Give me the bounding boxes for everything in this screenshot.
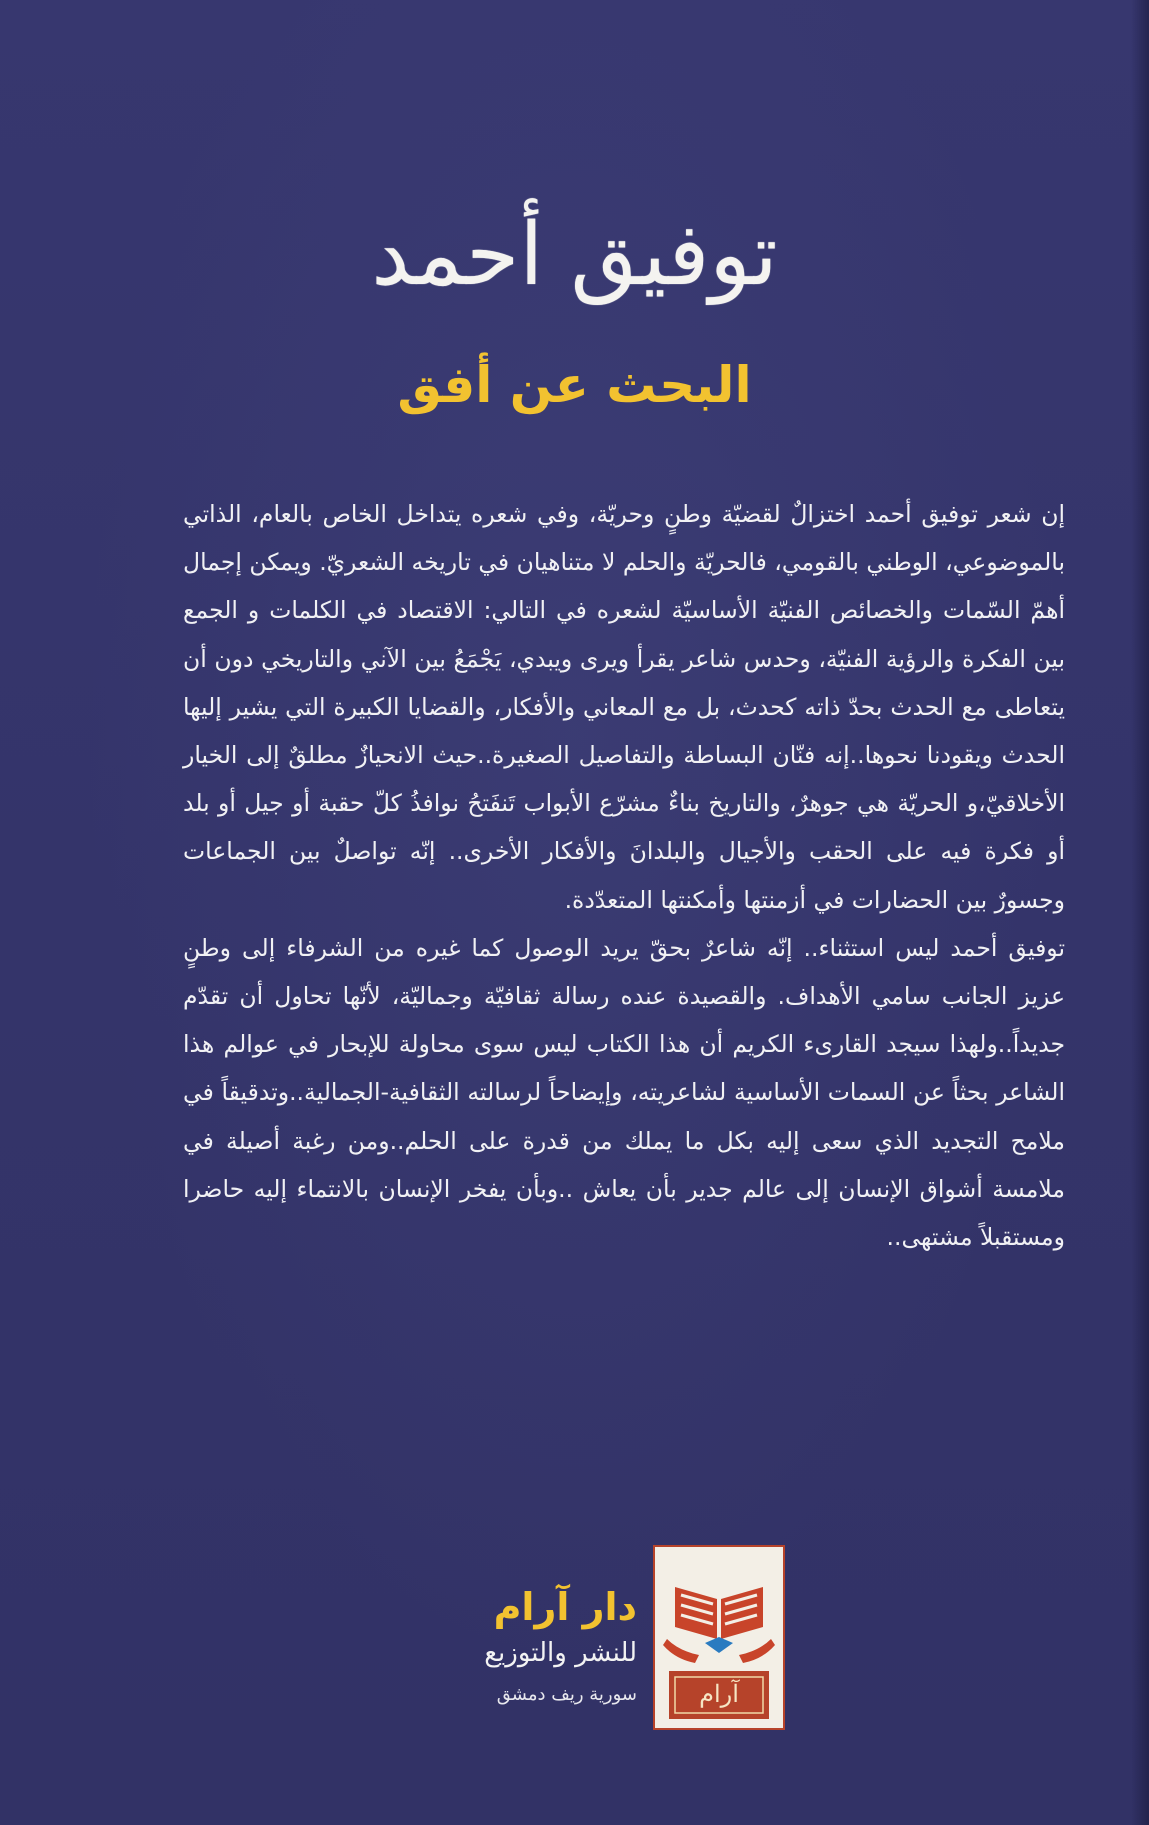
publisher-logo	[653, 1545, 785, 1730]
publisher-block	[400, 1545, 785, 1730]
book-title: البحث عن أفق	[397, 356, 752, 414]
publisher-location: سورية ريف دمشق	[496, 1684, 637, 1705]
author-name: توفيق أحمد	[371, 205, 778, 305]
blurb-paragraph-1: إن شعر توفيق أحمد اختزالٌ لقضيّة وطنٍ وحريّة، وفي شعره يتداخل الخاص بالعام، الذاتي بالموضوعي، الوطني بالقومي، فالحريّة والحلم لا متناهيان في تاريخه الشعريّ. ويمكن إجمال أهمّ السّمات والخصائص الفنيّة الأساسيّة لشعره في التالي: الاقتصاد في الكلمات و الجمع بين الفكرة والرؤية الفنيّة، وحدس شاعر يقرأ ويرى ويبدي، يَجْمَعُ بين الآني والتاريخي دون أن يتعاطى مع الحدث بحدّ ذاته كحدث، بل مع المعاني والأفكار، والقضايا الكبيرة التي يشير إليها الحدث ويقودنا نحوها..إنه فنّان البساطة والتفاصيل الصغيرة..حيث الانحيازٌ مطلقٌ إلى الخيار الأخلاقيّ،و الحريّة هي جوهرٌ، والتاريخ بناءٌ مشرّع الأبواب تَنفَتحُ نوافذُ كلّ حقبة أو جيل أو بلد أو فكرة فيه على الحقب والأجيال والبلدانَ والأفكار الأخرى.. إنّه تواصلٌ بين الجماعات وجسورٌ بين الحضارات في أزمنتها وأمكنتها المتعدّدة.	[183, 500, 1065, 914]
publisher-logo-text: آرام	[699, 1680, 739, 1708]
blurb-paragraph-2: توفيق أحمد ليس استثناء.. إنّه شاعرٌ بحقّ يريد الوصول كما غيره من الشرفاء إلى وطنٍ عزيز الجانب سامي الأهداف. والقصيدة عنده رسالة ثقافيّة وجماليّة، لأنّها تحاول أن تقدّم جديداً..ولهذا سيجد القارىء الكريم أن هذا الكتاب ليس سوى محاولة للإبحار في عوالم هذا الشاعر بحثاً عن السمات الأساسية لشاعريته، وإيضاحاً لرسالته الثقافية-الجمالية..وتدقيقاً في ملامح التجديد الذي سعى إليه بكل ما يملك من قدرة على الحلم..ومن رغبة أصيلة في ملامسة أشواق الإنسان إلى عالم جدير بأن يعاش ..وبأن يفخر الإنسان بالانتماء إليه حاضرا ومستقبلاً مشتهى..	[183, 933, 1065, 1252]
publisher-subtitle: للنشر والتوزيع	[484, 1638, 637, 1668]
blurb-text	[183, 490, 1065, 1261]
publisher-name: دار آرام	[493, 1585, 637, 1629]
